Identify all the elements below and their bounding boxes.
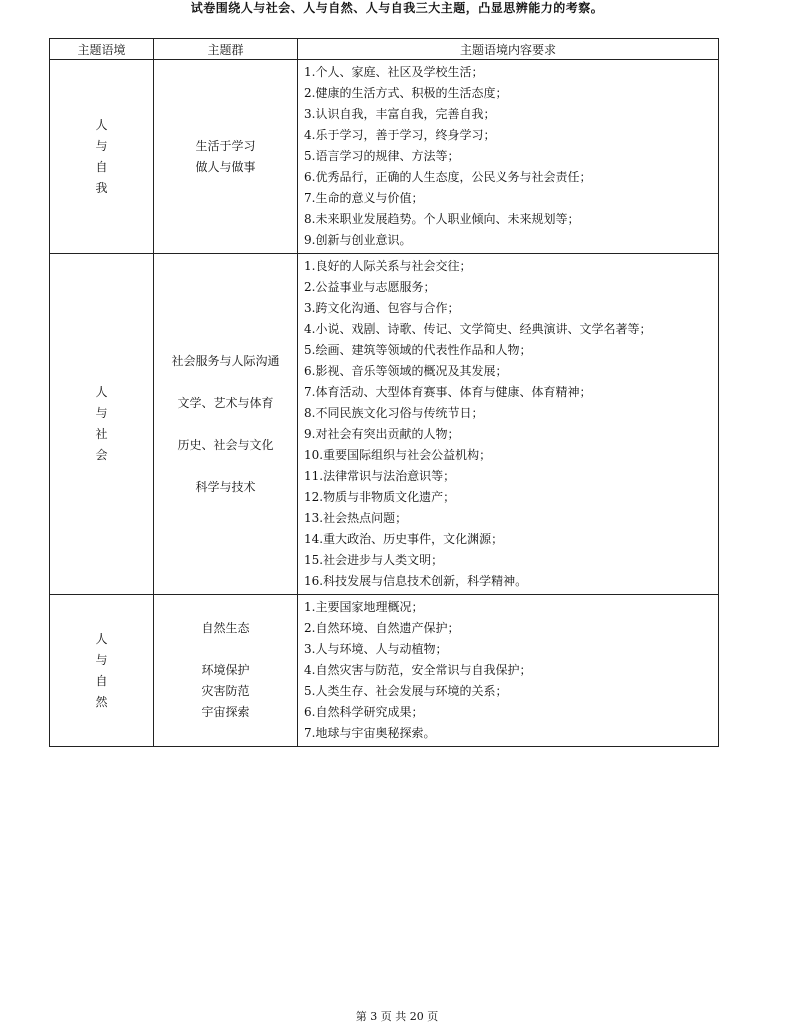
content-requirement-item: 6.自然科学研究成果； [304, 705, 424, 719]
header-content: 主题语境内容要求 [298, 39, 719, 60]
group-spacer [154, 414, 297, 435]
theme-table [49, 38, 719, 747]
table-row [50, 595, 719, 747]
table-row [50, 254, 719, 595]
theme-group-cell [154, 60, 298, 254]
content-requirement-item: 15.社会进步与人类文明； [304, 553, 444, 567]
content-requirement-item: 5.人类生存、社会发展与环境的关系； [304, 684, 508, 698]
content-requirement-item: 3.人与环境、人与动植物； [304, 642, 448, 656]
content-requirement-item: 4.小说、戏剧、诗歌、传记、文学简史、经典演讲、文学名著等； [304, 322, 652, 336]
theme-group-cell [154, 595, 298, 747]
theme-context-label [94, 382, 110, 466]
context-char: 与 [95, 406, 108, 420]
theme-group-label: 环境保护 [201, 663, 250, 677]
context-char: 人 [95, 385, 108, 399]
theme-group-label: 宇宙探索 [201, 705, 250, 719]
content-requirement-item: 2.健康的生活方式、积极的生活态度； [304, 86, 508, 100]
group-spacer [154, 639, 297, 660]
content-requirement-item: 4.乐于学习，善于学习，终身学习； [304, 128, 496, 142]
page-heading: 试卷围绕人与社会、人与自然、人与自我三大主题，凸显思辨能力的考察。 [190, 1, 604, 15]
theme-group-label: 科学与技术 [195, 479, 256, 494]
content-requirement-item: 3.认识自我，丰富自我，完善自我； [304, 107, 496, 121]
theme-context-cell [50, 254, 154, 595]
theme-group-label: 做人与做事 [195, 159, 256, 174]
content-requirements-cell [298, 60, 719, 254]
context-char: 会 [95, 448, 108, 462]
content-requirement-item: 13.社会热点问题； [304, 511, 408, 525]
theme-context-label [94, 629, 110, 713]
content-requirement-item: 3.跨文化沟通、包容与合作； [304, 301, 460, 315]
content-requirements-cell [298, 595, 719, 747]
content-requirements-cell [298, 254, 719, 595]
table-header-row [50, 39, 719, 60]
context-char: 与 [95, 138, 108, 153]
context-char: 社 [95, 427, 108, 441]
theme-group-label: 社会服务与人际沟通 [171, 353, 280, 368]
header-group: 主题群 [154, 39, 298, 60]
theme-group-label: 文学、艺术与体育 [177, 395, 274, 410]
content-requirement-item: 6.影视、音乐等领域的概况及其发展； [304, 364, 508, 378]
theme-context-cell [50, 595, 154, 747]
content-requirement-item: 12.物质与非物质文化遗产； [304, 490, 456, 504]
theme-group-cell [154, 254, 298, 595]
content-requirement-item: 1.个人、家庭、社区及学校生活； [304, 65, 484, 79]
group-spacer [154, 372, 297, 393]
content-requirement-item: 9.创新与创业意识。 [304, 233, 412, 247]
header-context: 主题语境 [50, 39, 154, 60]
content-requirement-item: 4.自然灾害与防范，安全常识与自我保护； [304, 663, 532, 677]
content-requirement-item: 1.良好的人际关系与社会交往； [304, 259, 472, 273]
content-requirement-item: 7.体育活动、大型体育赛事、体育与健康、体育精神； [304, 385, 592, 399]
theme-group-label: 灾害防范 [201, 684, 250, 698]
content-requirement-item: 9.对社会有突出贡献的人物； [304, 427, 460, 441]
context-char: 我 [95, 180, 108, 195]
content-requirement-item: 6.优秀品行，正确的人生态度，公民义务与社会责任； [304, 170, 592, 184]
content-requirement-item: 11.法律常识与法治意识等； [304, 469, 456, 483]
content-requirement-item: 1.主要国家地理概况； [304, 600, 424, 614]
content-requirement-item: 14.重大政治、历史事件，文化渊源； [304, 532, 504, 546]
content-requirement-item: 7.生命的意义与价值； [304, 191, 424, 205]
content-requirement-item: 8.未来职业发展趋势。个人职业倾向、未来规划等； [304, 212, 580, 226]
page-footer: 第 3 页 共 20 页 [355, 1010, 439, 1023]
context-char: 自 [95, 673, 108, 688]
content-requirement-item: 2.公益事业与志愿服务； [304, 280, 436, 294]
theme-group-label: 历史、社会与文化 [177, 437, 274, 452]
content-requirement-item: 10.重要国际组织与社会公益机构； [304, 448, 492, 462]
theme-group-label: 自然生态 [201, 621, 250, 635]
context-char: 人 [95, 631, 108, 646]
theme-context-cell [50, 60, 154, 254]
context-char: 然 [95, 694, 108, 709]
content-requirement-item: 16.科技发展与信息技术创新，科学精神。 [304, 574, 528, 588]
context-char: 与 [95, 652, 108, 667]
theme-group-label: 生活于学习 [195, 138, 256, 153]
theme-context-label [94, 115, 110, 199]
content-requirement-item: 2.自然环境、自然遗产保护； [304, 621, 460, 635]
context-char: 人 [95, 117, 108, 132]
content-requirement-item: 5.绘画、建筑等领域的代表性作品和人物； [304, 343, 532, 357]
content-requirement-item: 7.地球与宇宙奥秘探索。 [304, 726, 436, 740]
content-requirement-item: 8.不同民族文化习俗与传统节日； [304, 406, 484, 420]
context-char: 自 [95, 159, 108, 174]
table-row [50, 60, 719, 254]
group-spacer [154, 456, 297, 477]
content-requirement-item: 5.语言学习的规律、方法等； [304, 149, 460, 163]
